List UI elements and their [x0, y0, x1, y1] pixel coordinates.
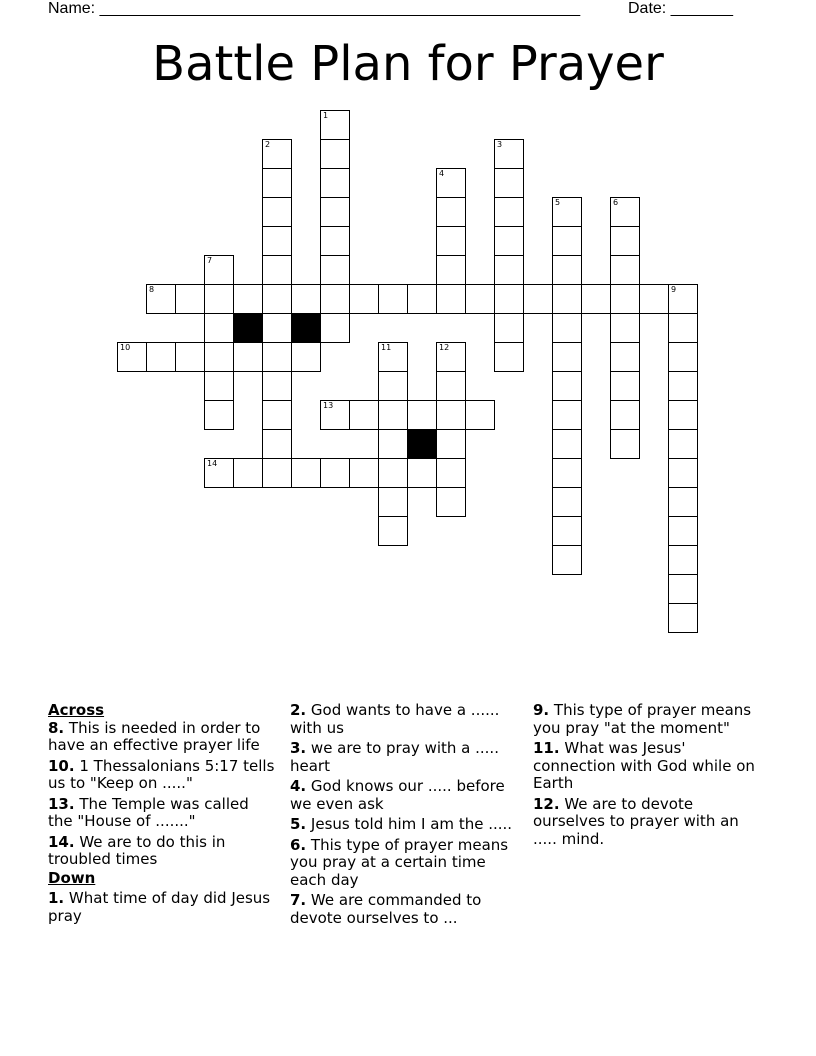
- grid-cell[interactable]: [378, 284, 408, 314]
- grid-cell[interactable]: [291, 342, 321, 372]
- clue-down-6: [290, 837, 522, 890]
- clue-text: What was Jesus' connection with God while on Earth: [533, 739, 755, 792]
- grid-cell[interactable]: [610, 400, 640, 430]
- grid-cell[interactable]: [262, 284, 292, 314]
- grid-cell[interactable]: [175, 284, 205, 314]
- clue-text: What time of day did Jesus pray: [48, 889, 271, 925]
- grid-cell[interactable]: [320, 255, 350, 285]
- grid-cell[interactable]: [349, 400, 379, 430]
- grid-cell[interactable]: [668, 400, 698, 430]
- grid-cell[interactable]: [494, 284, 524, 314]
- cell-number: 7: [207, 256, 213, 265]
- grid-cell[interactable]: [204, 458, 234, 488]
- grid-cell[interactable]: [320, 197, 350, 227]
- clue-text: We are commanded to devote ourselves to ...: [290, 891, 482, 927]
- grid-cell[interactable]: [291, 284, 321, 314]
- grid-cell[interactable]: [436, 371, 466, 401]
- grid-cell[interactable]: [378, 487, 408, 517]
- grid-cell[interactable]: [552, 516, 582, 546]
- clue-number: 12.: [533, 794, 560, 813]
- clue-text: we are to pray with a ..... heart: [290, 739, 499, 775]
- grid-cell[interactable]: [610, 313, 640, 343]
- cell-number: 12: [439, 343, 450, 352]
- grid-cell[interactable]: [320, 139, 350, 169]
- grid-cell[interactable]: [552, 487, 582, 517]
- down-heading: Down: [48, 868, 96, 887]
- grid-cell[interactable]: [262, 313, 292, 343]
- clue-text: This type of prayer means you pray "at the moment": [533, 701, 752, 737]
- grid-cell[interactable]: [262, 255, 292, 285]
- grid-cell[interactable]: [204, 342, 234, 372]
- grid-cell[interactable]: [204, 284, 234, 314]
- grid-cell[interactable]: [320, 110, 350, 140]
- clue-across-10: [48, 758, 278, 793]
- grid-cell[interactable]: [320, 168, 350, 198]
- grid-cell[interactable]: [262, 139, 292, 169]
- grid-cell[interactable]: [378, 458, 408, 488]
- grid-cell[interactable]: [668, 603, 698, 633]
- grid-cell[interactable]: [494, 139, 524, 169]
- grid-cell[interactable]: [668, 284, 698, 314]
- clue-text: Jesus told him I am the .....: [310, 815, 513, 833]
- clue-across-14: [48, 834, 278, 869]
- grid-cell[interactable]: [349, 458, 379, 488]
- cell-number: 9: [671, 285, 677, 294]
- grid-cell[interactable]: [494, 226, 524, 256]
- grid-cell[interactable]: [668, 487, 698, 517]
- grid-cell[interactable]: [668, 371, 698, 401]
- grid-cell[interactable]: [639, 284, 669, 314]
- grid-cell[interactable]: [262, 226, 292, 256]
- grid-cell[interactable]: [436, 342, 466, 372]
- clue-down-3: [290, 740, 522, 775]
- clue-text: We are to do this in troubled times: [48, 832, 226, 868]
- grid-cell[interactable]: [262, 168, 292, 198]
- clue-number: 10.: [48, 756, 75, 775]
- clue-number: 5.: [290, 815, 307, 833]
- cell-number: 3: [497, 140, 503, 149]
- date-field-label: Date: _______: [628, 0, 733, 17]
- grid-cell[interactable]: [320, 458, 350, 488]
- grid-cell[interactable]: [436, 197, 466, 227]
- clue-number: 1.: [48, 889, 65, 907]
- grid-cell[interactable]: [465, 400, 495, 430]
- page-title: Battle Plan for Prayer: [152, 36, 664, 92]
- clues-column-1: [48, 702, 278, 928]
- clue-number: 3.: [290, 739, 307, 757]
- clue-down-2: [290, 702, 522, 737]
- grid-cell[interactable]: [436, 458, 466, 488]
- clue-number: 6.: [290, 835, 307, 854]
- clue-down-7: [290, 892, 522, 927]
- grid-cell[interactable]: [552, 458, 582, 488]
- grid-cell[interactable]: [320, 226, 350, 256]
- grid-cell[interactable]: [610, 371, 640, 401]
- grid-cell[interactable]: [668, 429, 698, 459]
- grid-cell[interactable]: [610, 197, 640, 227]
- grid-cell[interactable]: [552, 197, 582, 227]
- grid-cell[interactable]: [668, 574, 698, 604]
- grid-cell[interactable]: [349, 284, 379, 314]
- name-field-label: Name: ______________________________________________________: [48, 0, 581, 17]
- grid-cell[interactable]: [552, 545, 582, 575]
- grid-cell[interactable]: [436, 168, 466, 198]
- grid-cell[interactable]: [262, 371, 292, 401]
- grid-cell[interactable]: [204, 313, 234, 343]
- cell-number: 4: [439, 169, 445, 178]
- grid-block: [291, 313, 321, 343]
- grid-cell[interactable]: [233, 342, 263, 372]
- grid-cell[interactable]: [668, 313, 698, 343]
- cell-number: 10: [120, 343, 131, 352]
- grid-cell[interactable]: [610, 284, 640, 314]
- grid-cell[interactable]: [378, 400, 408, 430]
- grid-cell[interactable]: [552, 284, 582, 314]
- clue-number: 4.: [290, 777, 307, 795]
- grid-cell[interactable]: [494, 313, 524, 343]
- grid-cell[interactable]: [494, 342, 524, 372]
- grid-cell[interactable]: [320, 284, 350, 314]
- grid-cell[interactable]: [146, 342, 176, 372]
- clue-text: This type of prayer means you pray at a certain time each day: [290, 835, 509, 889]
- grid-block: [233, 313, 263, 343]
- grid-cell[interactable]: [262, 458, 292, 488]
- grid-cell[interactable]: [320, 400, 350, 430]
- clue-down-9: [533, 702, 765, 737]
- clue-down-11: [533, 740, 765, 793]
- grid-cell[interactable]: [494, 255, 524, 285]
- grid-cell[interactable]: [233, 458, 263, 488]
- cell-number: 13: [323, 401, 334, 410]
- grid-cell[interactable]: [523, 284, 553, 314]
- grid-cell[interactable]: [436, 255, 466, 285]
- grid-cell[interactable]: [378, 371, 408, 401]
- clue-text: We are to devote ourselves to prayer with an ..... mind.: [533, 794, 739, 848]
- clue-number: 9.: [533, 701, 550, 719]
- cell-number: 14: [207, 459, 218, 468]
- grid-cell[interactable]: [552, 226, 582, 256]
- grid-cell[interactable]: [262, 429, 292, 459]
- grid-cell[interactable]: [175, 342, 205, 372]
- grid-cell[interactable]: [581, 284, 611, 314]
- grid-cell[interactable]: [494, 197, 524, 227]
- grid-cell[interactable]: [552, 313, 582, 343]
- grid-block: [407, 429, 437, 459]
- clues-column-2: [290, 702, 522, 930]
- cell-number: 11: [381, 343, 392, 352]
- grid-cell[interactable]: [117, 342, 147, 372]
- grid-cell[interactable]: [610, 226, 640, 256]
- grid-cell[interactable]: [262, 400, 292, 430]
- clue-text: God knows our ..... before we even ask: [290, 777, 505, 813]
- grid-cell[interactable]: [610, 429, 640, 459]
- cell-number: 5: [555, 198, 561, 207]
- grid-cell[interactable]: [204, 371, 234, 401]
- grid-cell[interactable]: [436, 400, 466, 430]
- cell-number: 6: [613, 198, 619, 207]
- grid-cell[interactable]: [204, 400, 234, 430]
- grid-cell[interactable]: [407, 284, 437, 314]
- grid-cell[interactable]: [668, 342, 698, 372]
- grid-cell[interactable]: [552, 400, 582, 430]
- clue-number: 2.: [290, 701, 307, 719]
- grid-cell[interactable]: [320, 313, 350, 343]
- across-heading: Across: [48, 701, 105, 719]
- grid-cell[interactable]: [204, 255, 234, 285]
- grid-cell[interactable]: [262, 342, 292, 372]
- grid-cell[interactable]: [233, 284, 263, 314]
- cell-number: 8: [149, 285, 155, 294]
- grid-cell[interactable]: [407, 400, 437, 430]
- grid-cell[interactable]: [552, 255, 582, 285]
- clue-down-1: [48, 890, 278, 925]
- grid-cell[interactable]: [668, 516, 698, 546]
- clue-across-8: [48, 720, 278, 755]
- clue-number: 13.: [48, 794, 75, 813]
- clue-text: The Temple was called the "House of .......": [48, 794, 249, 830]
- clue-text: God wants to have a ...... with us: [290, 701, 500, 737]
- grid-cell[interactable]: [146, 284, 176, 314]
- clue-number: 7.: [290, 891, 307, 909]
- clues-column-3: [533, 702, 765, 851]
- grid-cell[interactable]: [436, 429, 466, 459]
- clue-down-4: [290, 778, 522, 813]
- cell-number: 2: [265, 140, 271, 149]
- grid-cell[interactable]: [291, 458, 321, 488]
- grid-cell[interactable]: [552, 429, 582, 459]
- cell-number: 1: [323, 111, 329, 120]
- grid-cell[interactable]: [668, 458, 698, 488]
- grid-cell[interactable]: [494, 168, 524, 198]
- grid-cell[interactable]: [668, 545, 698, 575]
- grid-cell[interactable]: [436, 284, 466, 314]
- clue-down-12: [533, 796, 765, 849]
- grid-cell[interactable]: [407, 458, 437, 488]
- grid-cell[interactable]: [552, 342, 582, 372]
- clue-number: 8.: [48, 718, 65, 737]
- grid-cell[interactable]: [378, 342, 408, 372]
- grid-cell[interactable]: [262, 197, 292, 227]
- grid-cell[interactable]: [436, 226, 466, 256]
- clue-across-13: [48, 796, 278, 831]
- grid-cell[interactable]: [610, 255, 640, 285]
- grid-cell[interactable]: [610, 342, 640, 372]
- grid-cell[interactable]: [465, 284, 495, 314]
- clue-text: This is needed in order to have an effective prayer life: [48, 718, 261, 754]
- clue-down-5: [290, 816, 522, 834]
- clue-number: 14.: [48, 832, 75, 851]
- grid-cell[interactable]: [378, 429, 408, 459]
- grid-cell[interactable]: [378, 516, 408, 546]
- grid-cell[interactable]: [552, 371, 582, 401]
- clue-number: 11.: [533, 739, 560, 757]
- clue-text: 1 Thessalonians 5:17 tells us to "Keep on .....": [48, 756, 275, 792]
- grid-cell[interactable]: [436, 487, 466, 517]
